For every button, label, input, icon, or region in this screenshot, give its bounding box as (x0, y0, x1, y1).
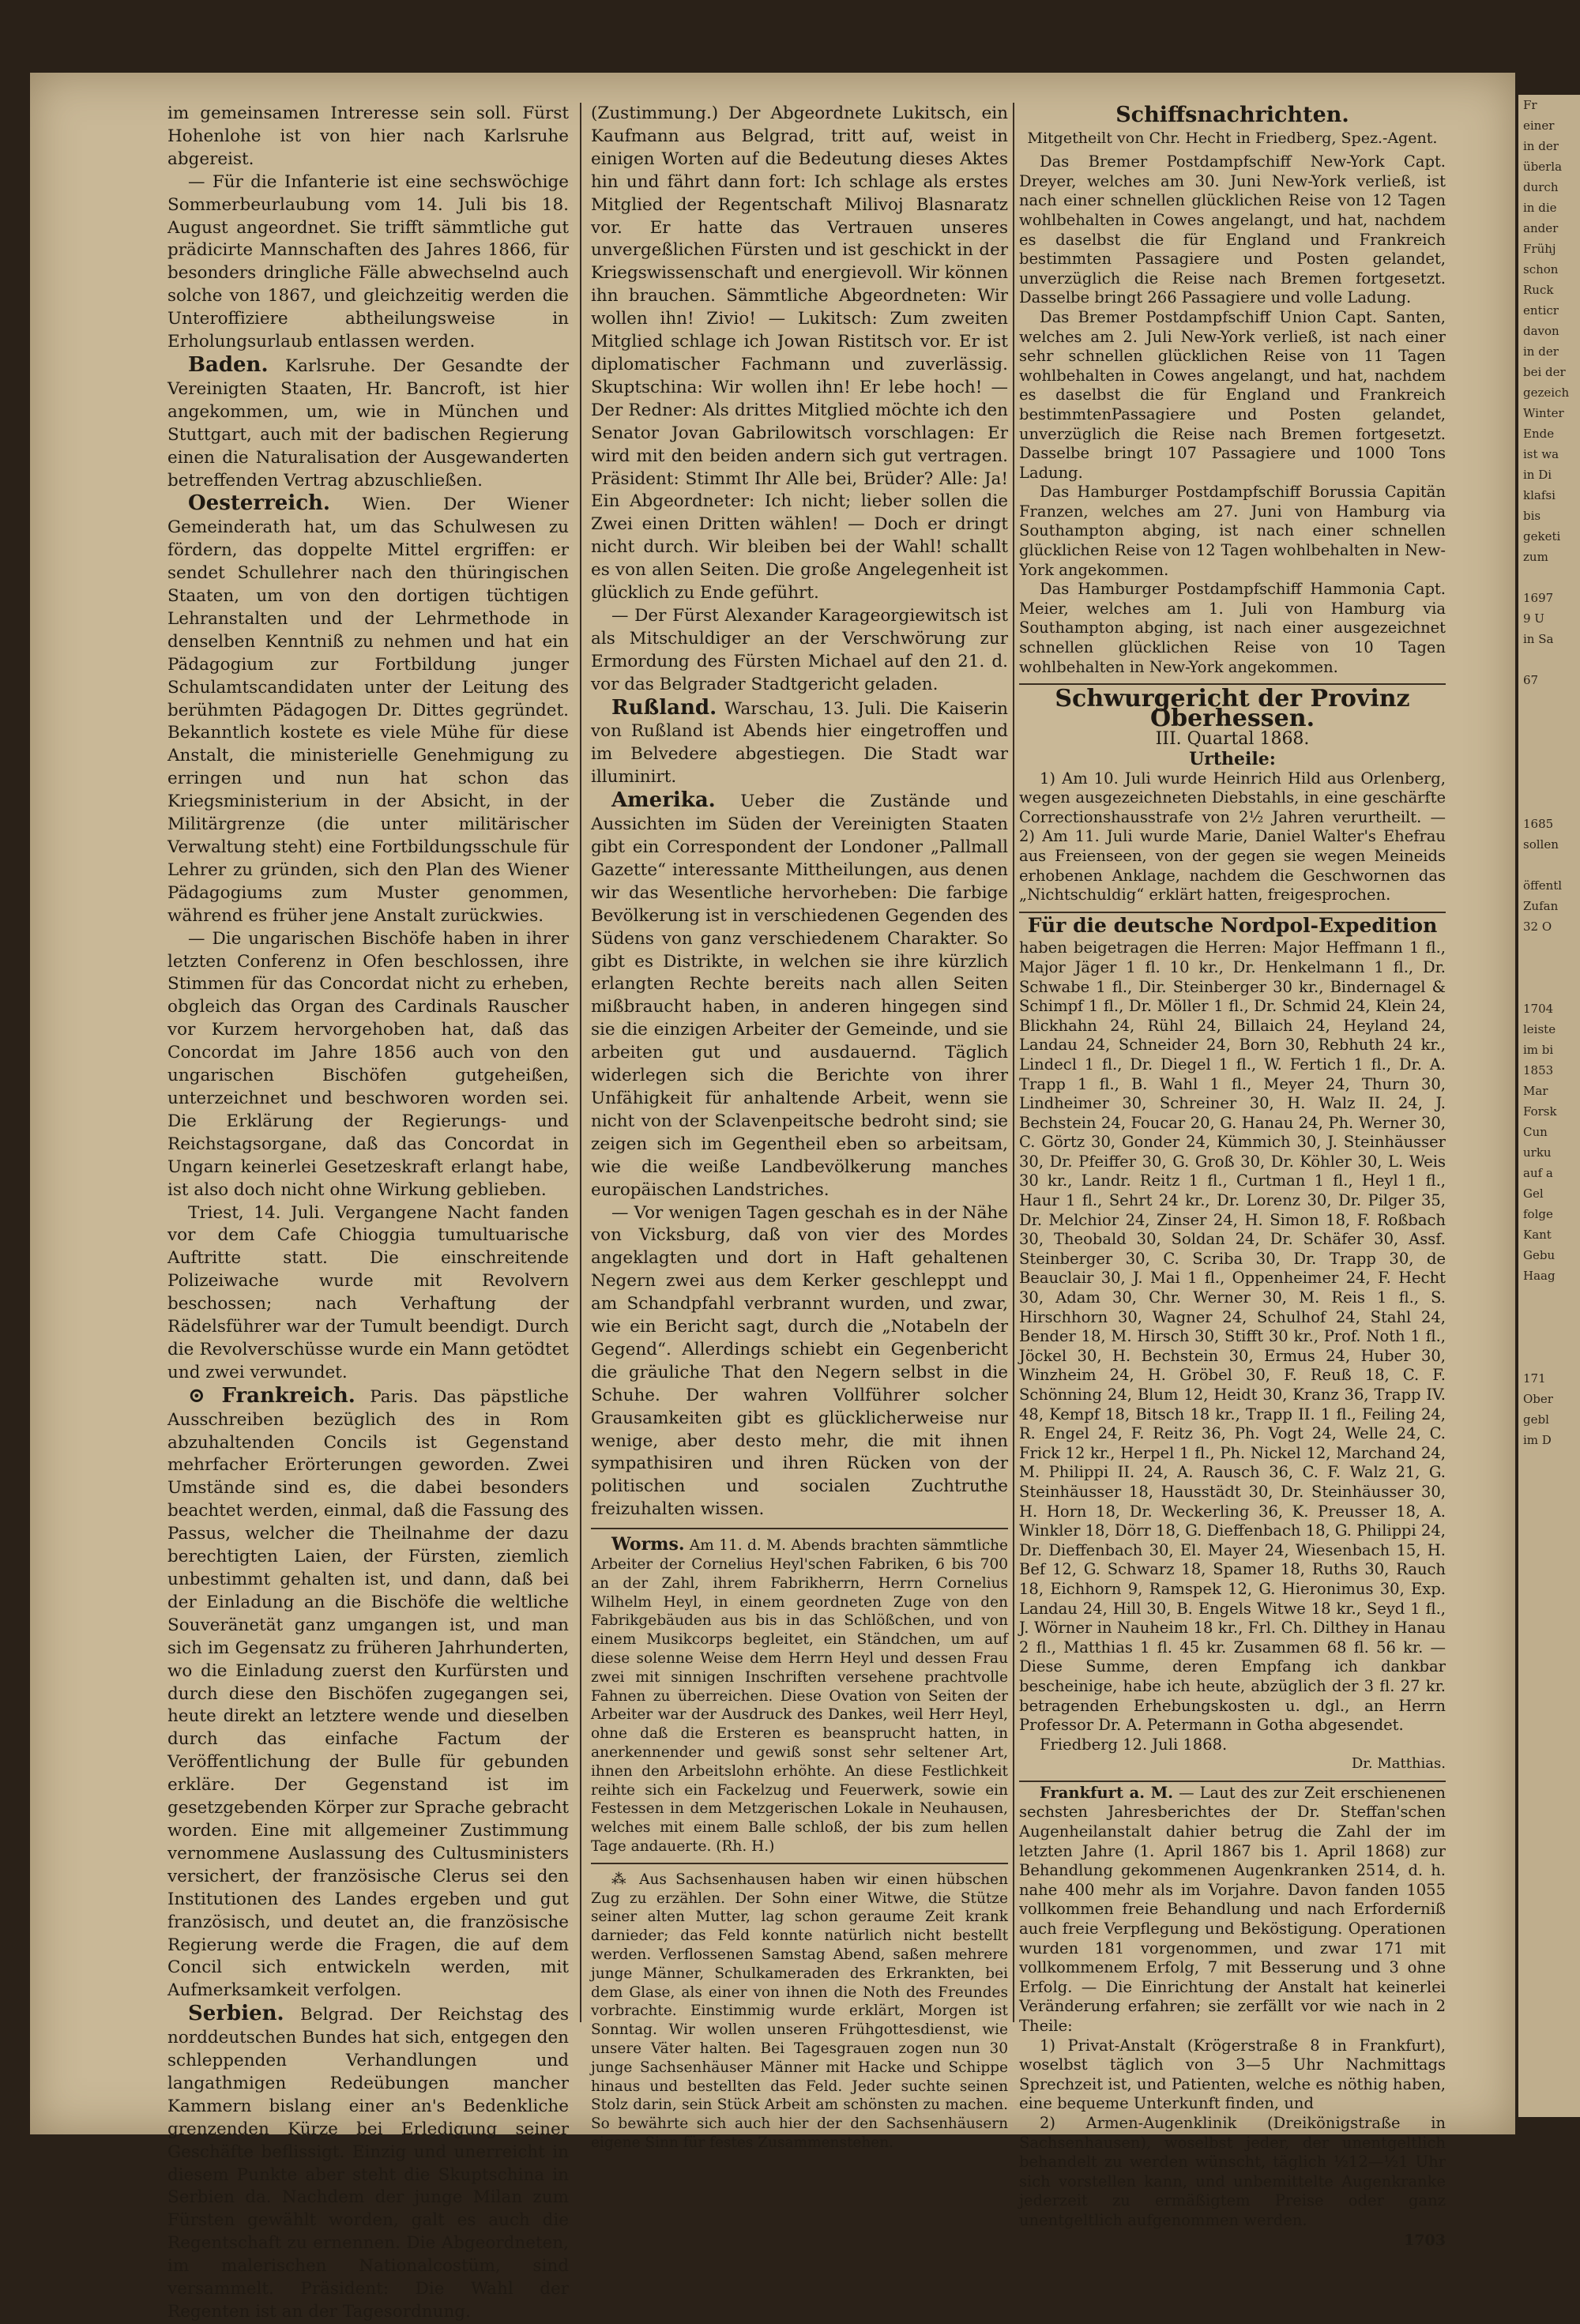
fragment-line: Fr (1523, 98, 1537, 112)
fragment-line: öffentl (1523, 878, 1563, 893)
fragment-line: 1853 (1523, 1063, 1554, 1077)
article-sachsenhausen: ⁂ Aus Sachsenhausen haben wir einen hübschen Zug zu erzählen. Der Sohn einer Witwe, die Stütze seiner alten Mutter, lag schon geraume Zeit krank darnieder; das Feld konnte natürlich nicht bestellt werden. Verflossenen Samstag Abend, saßen mehrere junge Männer, Schulkameraden des Erkrankten, bei dem Glase, als einer von ihnen die Noth des Freundes vorbrachte. Einstimmig wurde erklärt, Morgen ist Sonntag. Wir wollen unseren Frühgottesdienst, wie unsere Väter halten. Bei Tagesgrauen zogen nun 30 junge Sachsenhäuser Männer mit Hacke und Schippe hinaus und bestellten das Feld. Jeder suchte seinen Stolz darin, sein Stück Arbeit am schönsten zu machen. So bewährte sich auch hier der den Sachsenhäusern eigene Sinn für festes Zusammenstehen. (591, 1871, 1008, 2151)
agent-line: Mitgetheilt von Chr. Hecht in Friedberg, Spez.-Agent. (1027, 129, 1438, 147)
fragment-line (1518, 793, 1580, 814)
article-baden (167, 354, 569, 492)
fragment-line: Ober (1523, 1392, 1553, 1406)
article-worms (591, 1536, 1008, 1856)
fragment-line: geketi (1523, 529, 1561, 543)
fragment-line (1518, 957, 1580, 978)
fragment-line (1518, 731, 1580, 752)
fragment-line: gezeich (1523, 385, 1570, 400)
fragment-line: im D (1523, 1433, 1552, 1447)
fragment-line: sollen (1523, 837, 1559, 852)
article-text: Am 11. d. M. Abends brachten sämmtliche Arbeiter der Cornelius Heyl'schen Fabriken, 6 bis 700 an der Zahl, ihrem Fabrikherrn, Herrn Cornelius Wilhelm Heyl, in einem geordneten Zuge von den Fabrikgebäuden aus bis in das Schlößchen, und von einem Musikcorps begleitet, ein Ständchen, um auf diese solenne Weise dem Herrn Heyl und dessen Frau zwei mit sinnigen Inschriften versehene prachtvolle Fahnen zu überreichen. Diese Ovation von Seiten der Arbeiter war der Ausdruck des Dankes, weil Herr Heyl, ohne daß die Ersteren es beansprucht hatten, in anerkennender und gewiß sonst sehr seltener Art, ihnen den Arbeitslohn erhöhte. An diese Festlichkeit reihte sich ein Fackelzug und Feuerwerk, sowie ein Festessen in dem Metzgerischen Lokale in Neuhausen, welches mit einem Balle schloß, der bis zum hellen Tage andauerte. (Rh. H.) (591, 1537, 1008, 1855)
fragment-line: im bi (1523, 1043, 1554, 1057)
article-oesterreich (167, 492, 569, 927)
fragment-line: einer (1523, 118, 1555, 133)
ad-number: 1703 (1404, 2231, 1446, 2249)
fragment-line (1518, 1307, 1580, 1327)
fragment-line: auf a (1523, 1166, 1553, 1180)
fragment-line: 1685 (1523, 817, 1554, 831)
divider (1019, 912, 1446, 913)
article-serbien-cont: (Zustimmung.) Der Abgeordnete Lukitsch, ein Kaufmann aus Belgrad, tritt auf, weist in einigen Worten auf die Bedeutung dieses Aktes hin und fährt dann fort: Ich schlage als erstes Mitglied der Regentschaft Milivoj Blasnaratz vor. Er hatte das Vertrauen unseres unvergeßlichen Fürsten und ist geschickt in der Kriegswissenschaft und energievoll. Wir können ihn brauchen. Sämmtliche Abgeordneten: Wir wollen ihn! Zivio! — Lukitsch: Zum zweiten Mitglied schlage ich Jowan Ristitsch vor. Er ist diplomatischer Fachmann und zuverlässig. Skuptschina: Wir wollen ihn! Er lebe hoch! — Der Redner: Als drittes Mitglied möchte ich den Senator Jovan Gabrilowitsch vorschlagen: Er wird mit den beiden andern sich gut vertragen. Präsident: Stimmt Ihr Alle bei, Brüder? Alle: Ja! Ein Abgeordneter: Ich nicht; lieber sollen die Zwei einen Dritten wählen! — Doch er dringt nicht durch. Wir bleiben bei der Wahl! schallt es von allen Seiten. Die große Angelegenheit ist glücklich zu Ende geführt. (591, 103, 1008, 604)
fragment-line: enticr (1523, 303, 1559, 318)
section-heading-russland: Rußland. (611, 695, 717, 720)
article-vicksburg: — Vor wenigen Tagen geschah es in der Nähe von Vicksburg, daß von vier des Mordes angeklagten und dort in Haft gehaltenen Negern zwei aus dem Kerker geschleppt und am Schandpfahl verbrannt wurden, und zwar, wie ein Bericht sagt, durch die „Notabeln der Gegend“. Allerdings schiebt ein Gegenbericht die gräuliche That den Negern selbst in die Schuhe. Der wahren Vollführer solcher Grausamkeiten gibt es glücklicherweise nur wenige, aber desto mehr, die mit ihnen sympathisiren und ihren Rücken von der politischen und socialen Zuchtruthe freizuhalten wissen. (591, 1202, 1008, 1520)
fragment-line: überla (1523, 160, 1563, 174)
fragment-line: bis (1523, 509, 1541, 523)
section-heading-baden: Baden. (188, 352, 269, 377)
article-text: Belgrad. Der Reichstag des norddeutschen Bundes hat sich, entgegen den schleppenden Verhandlungen und langathmigen Redeübungen mancher Kammern bislang einer an's Bedenkliche grenzenden Kürze bei Erledigung seiner Geschäfte beflissigt. Einzig und unerreicht in diesem Punkte aber steht die Skuptschina in Serbien da. Nachdem der junge Milan zum Fürsten gewählt worden, galt es auch die Regentschaft zu ernennen. Die Abgeordneten, im malerischen Nationalcostüm, sind versammelt. Präsident: Die Wahl der Regenten ist an der Tagesordnung. (167, 2005, 569, 2322)
fragment-line: Gel (1523, 1186, 1544, 1201)
article-triest: Triest, 14. Juli. Vergangene Nacht fanden vor dem Cafe Chioggia tumultuarische Auftritte statt. Die einschreitende Polizeiwache wurde mit Revolvern beschossen; nach Verhaftung der Rädelsführer war der Tumult beendigt. Durch die Revolverschüsse wurde ein Mann getödtet und zwei verwundet. (167, 1202, 569, 1382)
fragment-line: ander (1523, 221, 1559, 235)
fragment-line: Cun (1523, 1125, 1548, 1139)
fragment-line: Kant (1523, 1228, 1552, 1242)
article-text: Ueber die Zustände und Aussichten im Süden der Vereinigten Staaten gibt ein Correspondent der Londoner „Pallmall Gazette“ interessante Mittheilungen, aus denen wir das Wesentliche hervorheben: Die farbige Bevölkerung ist in verschiedenen Gegenden des Südens von ganz verschiedenem Charakter. So gibt es Distrikte, in welchen sie ihre kürzlich erlangten Rechte bereits nach allen Seiten mißbraucht haben, in anderen hingegen sind sie die einzigen Arbeiter der Gemeinde, und sie arbeiten gut und ausdauernd. Täglich widerlegen sich die Berichte von ihrer Unfähigkeit für anhaltende Arbeit, wenn sie nicht von der Sclavenpeitsche bedroht sind; sie zeigen sich im Gegentheil eben so arbeitsam, wie die weiße Landbevölkerung manches europäischen Landstriches. (591, 792, 1008, 1200)
fragment-line: Ende (1523, 427, 1555, 441)
divider (591, 1528, 1008, 1529)
fragment-line: Frühj (1523, 242, 1556, 256)
fragment-line (1518, 773, 1580, 793)
frankfurt-item-2: 2) Armen-Augenklinik (Dreikönigstraße in Sachsenhausen), woselbst jeder, der unentgeltlich behandelt zu werden wünscht, täglich ½12—½1 Uhr sich vorstellen kann, und unbemittelte Augenkranke jederzeit zu ermäßigtem Preise oder ganz unentgeltlich aufgenommen werden. (1019, 2113, 1446, 2229)
fragment-line (1518, 752, 1580, 773)
fragment-line (1518, 649, 1580, 670)
column-rule-1 (580, 103, 581, 2022)
section-heading-serbien: Serbien. (188, 2002, 284, 2026)
fragment-line (1518, 937, 1580, 957)
section-heading-worms: Worms. (611, 1534, 685, 1555)
divider (1019, 1781, 1446, 1782)
next-page-fragment (1518, 95, 1580, 2117)
ship-notice: Das Hamburger Postdampfschiff Hammonia Capt. Meier, welches am 1. Juli von Hamburg via Southampton abging, ist nach einer ausgezeichnet schnellen glücklichen Reise von 10 Tagen wohlbehalten in New-York angekommen. (1019, 580, 1446, 676)
ship-notice: Das Hamburger Postdampfschiff Borussia Capitän Franzen, welches am 27. Juni von Hamburg via Southampton abging, ist nach einer schnellen glücklichen Reise von 12 Tagen wohlbehalten in New-York angekommen. (1019, 483, 1446, 579)
section-heading-frankreich: ⊙ Frankreich. (188, 1383, 356, 1408)
frankfurt-item-1: 1) Privat-Anstalt (Krögerstraße 8 in Frankfurt), woselbst täglich von 3—5 Uhr Nachmittags Sprechzeit ist, und Patienten, welche es nöthig haben, eine bequeme Unterkunft finden, und (1019, 2036, 1446, 2113)
fragment-line: in Di (1523, 468, 1552, 482)
article-ungarn: — Die ungarischen Bischöfe haben in ihrer letzten Conferenz in Ofen beschlossen, ihre Stimmen für das Concordat nicht zu erheben, obgleich das Organ des Cardinals Rauscher vor Kurzem hervorgehoben hat, daß das Concordat im Jahre 1856 auch von den ungarischen Bischöfen gutgeheißen, unterzeichnet und beschworen worden sei. Die Erklärung der Regierungs- und Reichstagsorgane, daß das Concordat in Ungarn keinerlei Gesetzeskraft erlangt habe, ist also doch nicht ohne Wirkung geblieben. (167, 928, 569, 1200)
fragment-line: 1697 (1523, 591, 1554, 605)
fragment-line (1518, 567, 1580, 588)
heading-nordpol-expedition: Für die deutsche Nordpol-Expedition (1027, 913, 1438, 937)
article-karageorgiewitsch: — Der Fürst Alexander Karageorgiewitsch ist als Mitschuldiger an der Verschwörung zur Ermordung des Fürsten Michael auf den 21. d. vor das Belgrader Stadtgericht geladen. (591, 605, 1008, 694)
fragment-line (1518, 1327, 1580, 1348)
heading-schiffsnachrichten: Schiffsnachrichten. (1115, 103, 1349, 127)
article-text: Karlsruhe. Der Gesandte der Vereinigten Staaten, Hr. Bancroft, ist hier angekommen, um, wie in München und Stuttgart, auch mit der badischen Regierung einen die Naturalisation der Ausgewanderten betreffenden Vertrag abzuschließen. (167, 355, 569, 491)
fragment-line: Mar (1523, 1084, 1548, 1098)
column-3 (1019, 103, 1446, 2249)
fragment-line (1518, 690, 1580, 711)
section-heading-amerika: Amerika. (611, 788, 716, 813)
article-amerika (591, 789, 1008, 1201)
article-infantry: — Für die Infanterie ist eine sechswöchige Sommerbeurlaubung vom 14. Juli bis 18. August angeordnet. Sie trifft sämmtliche gut prädicirte Mannschaften des Jahres 1866, für besonders dringliche Fälle abwechselnd auch solche von 1867, und gleichzeitig werden die Unteroffiziere abtheilungsweise in Erholungsurlaub entlassen werden. (167, 171, 569, 352)
donation-signature: Dr. Matthias. (1351, 1755, 1446, 1773)
fragment-line: gebl (1523, 1412, 1549, 1427)
fragment-line: Gebu (1523, 1248, 1556, 1262)
column-2 (591, 103, 1008, 2151)
fragment-line: Winter (1523, 406, 1564, 420)
article-text: Paris. Das päpstliche Ausschreiben bezüglich des in Rom abzuhaltenden Concils ist Gegenstand mehrfacher Erörterungen geworden. Zwei Umstände sind es, die dabei besonders beachtet werden, einmal, daß die Fassung des Passus, welcher die Theilnahme der dazu berechtigten Laien, der Fürsten, ziemlich unbestimmt gehalten ist, und dann, daß bei der Einladung an die Bischöfe die weltliche Souveränetät ganz umgangen ist, und man sich im Gegensatz zu früheren Jahrhunderten, wo die Einladung zuerst den Kurfürsten und durch diese den Bischöfen zugegangen sei, heute direkt an letztere wende und dieselben durch das einfache Factum der Veröffentlichung der Bulle für gebunden erkläre. Der Gegenstand ist im gesetzgebenden Körper zur Sprache gebracht worden. Eine mit allgemeiner Zustimmung vernommene Auslassung des Cultusministers versichert, der französische Clerus sei den Institutionen des Landes ergeben und gut französisch, und deutet an, die französische Regierung werde die Fragen, die auf dem Concil sich entwickeln werden, mit Aufmerksamkeit verfolgen. (167, 1386, 569, 2001)
column-1 (167, 103, 570, 2322)
fragment-line: Forsk (1523, 1104, 1557, 1119)
fragment-line: 171 (1523, 1371, 1546, 1386)
column-rule-2 (1013, 103, 1014, 2022)
donation-list: haben beigetragen die Herren: Major Heffmann 1 fl., Major Jäger 1 fl. 10 kr., Dr. Henkelmann 1 fl., Dr. Schwabe 1 fl., Dir. Steinberger 30 kr., Bindernagel & Schimpf 1 fl., Dr. Möller 1 fl., Dr. Schmid 24, Klein 24, Blickhahn 24, Rühl 24, Billaich 24, Heyland 24, Landau 24, Schneider 24, Born 30, Rebhuth 24 kr., Lindecl 1 fl., Dr. Diegel 1 fl., W. Fertich 1 fl., Dr. A. Trapp 1 fl., B. Wahl 1 fl., Meyer 24, Thurn 30, Lindheimer 30, Schreiner 30, H. Walz II. 24, J. Bechstein 24, Foucar 20, G. Hanau 24, Ph. Werner 30, C. Görtz 30, Gonder 24, Kümmich 30, J. Steinhäusser 30, Dr. Pfeiffer 30, G. Groß 30, Dr. Köhler 30, L. Weis 30 kr., Landr. Reitz 1 fl., Curtman 1 fl., Heyl 1 fl., Haur 1 fl., Sehrt 24 kr., Dr. Lorenz 30, Dr. Pilger 35, Dr. Melchior 24, Zinser 24, H. Simon 18, F. Roßbach 30, Theobald 30, Soldan 24, Dr. Schäfer 30, Assf. Steinberger 30, C. Scriba 30, Dr. Trapp 30, de Beauclair 30, J. Mai 1 fl., Oppenheimer 24, F. Hecht 30, Adam 30, Chr. Werner 30, M. Reis 1 fl., S. Hirschhorn 30, Wagner 24, Schulhof 24, Stahl 24, Bender 18, M. Hirsch 30, Stifft 30 kr., Prof. Noth 1 fl., Jöckel 30, H. Bechstein 30, Ermus 24, Huber 30, Winzheim 24, H. Gröbel 30, F. Reuß 18, C. F. Schönning 24, Blum 12, Heidt 30, Kranz 36, Trapp IV. 48, Kempf 18, Bitsch 18 kr., Trapp II. 1 fl., Feiling 24, R. Engel 24, F. Reitz 36, Ph. Vogt 24, Welle 24, C. Frick 12 kr., Herpel 1 fl., Ph. Nickel 12, Marchand 24, M. Philippi II. 24, A. Rausch 36, C. F. Walz 21, G. Steinhäusser 18, Hausstädt 30, Dr. Steinhäusser 30, H. Horn 18, Dr. Weckerling 36, K. Preusser 18, A. Winkler 18, Dörr 18, G. Dieffenbach 18, G. Philippi 24, Dr. Dieffenbach 30, El. Mayer 24, Wiesenbach 15, H. Bef 12, G. Schwarz 18, Spamer 18, Ruths 30, Rauch 18, Eichhorn 9, Ramspek 12, G. Hieronimus 30, Exp. Landau 24, Hill 30, B. Engels Witwe 18 kr., Seyd 1 fl., J. Wörner in Nauheim 18 kr., Frl. Ch. Dilthey in Hanau 2 fl., Matthias 1 fl. 45 kr. Zusammen 68 fl. 56 kr. — Diese Summe, deren Empfang ich dankbar bescheinige, habe ich heute, abzüglich der 3 fl. 27 kr. betragenden Erhebungskosten u. dgl., an Herrn Professor Dr. A. Petermann in Gotha abgesendet. (1019, 938, 1446, 1735)
fragment-line: zum (1523, 550, 1548, 564)
fragment-line (1518, 711, 1580, 731)
fragment-line (1518, 1348, 1580, 1368)
article-frankreich (167, 1385, 569, 2002)
fragment-line: leiste (1523, 1022, 1556, 1036)
fragment-line: ist wa (1523, 447, 1559, 461)
fragment-line: folge (1523, 1207, 1553, 1221)
article-serbien (167, 2002, 569, 2324)
fragment-line (1518, 1286, 1580, 1307)
fragment-line: in der (1523, 139, 1559, 153)
fragment-line: davon (1523, 324, 1559, 338)
fragment-line: Haag (1523, 1269, 1556, 1283)
fragment-line: Zufan (1523, 899, 1559, 913)
fragment-line (1518, 855, 1580, 875)
article-continuation: im gemeinsamen Intreresse sein soll. Fürst Hohenlohe ist von hier nach Karlsruhe abgereist. (167, 103, 569, 169)
fragment-line: urku (1523, 1145, 1552, 1160)
fragment-line: in die (1523, 201, 1557, 215)
fragment-line: klafsi (1523, 488, 1556, 502)
ship-notice: Das Bremer Postdampfschiff New-York Capt. Dreyer, welches am 30. Juni New-York verließ, ist nach einer schnellen glücklichen Reise von 12 Tagen wohlbehalten in Cowes angelangt, und hat, nachdem es daselbst die für England und Frankreich bestimmten Passagiere und Posten gelandet, unverzüglich die Reise nach Bremen fortgesetzt. Dasselbe bringt 266 Passagiere und volle Ladung. (1019, 152, 1446, 307)
fragment-line: in Sa (1523, 632, 1554, 646)
section-heading-oesterreich: Oesterreich. (188, 491, 330, 516)
fragment-line: 1704 (1523, 1002, 1554, 1016)
donation-date: Friedberg 12. Juli 1868. (1040, 1735, 1228, 1754)
quarter-line: III. Quartal 1868. (1155, 729, 1310, 750)
urtheile-label: Urtheile: (1189, 749, 1276, 769)
fragment-line (1518, 978, 1580, 998)
fragment-line: schon (1523, 262, 1559, 276)
article-text: Warschau, 13. Juli. Die Kaiserin von Rußland ist Abends hier eingetroffen und im Belvedere abgestiegen. Die Stadt war illuminirt. (591, 698, 1008, 788)
fragment-line: in der (1523, 344, 1559, 359)
article-text: Wien. Der Wiener Gemeinderath hat, um das Schulwesen zu fördern, das doppelte Mittel ergriffen: er sendet Schullehrer nach den thüringischen Staaten, um von den dortigen tüchtigen Lehranstalten und der Lehrmethode in denselben Kenntniß zu nehmen und hat ein Pädagogium zur Fortbildung junger Schulamtscandidaten unter der Leitung des berühmten Pädagogen Dr. Dittes gegründet. Bekanntlich kostete es viele Mühe für diese Anstalt, die ministerielle Genehmigung zu erringen und nun hat schon das Kriegsministerium in der Absicht, in der Militärgrenze (die unter militärischer Verwaltung steht) eine Fortbildungsschule für Lehrer zu gründen, sich den Plan des Wiener Pädagogiums zum Muster genommen, während es früher jene Anstalt zurückwies. (167, 495, 570, 926)
fragment-line: 9 U (1523, 611, 1544, 626)
verdicts-text: 1) Am 10. Juli wurde Heinrich Hild aus Orlenberg, wegen ausgezeichneten Diebstahls, in eine geschärfte Correctionshausstrafe von 2½ Jahren verurtheilt. — 2) Am 11. Juli wurde Marie, Daniel Walter's Ehefrau aus Freienseen, von der gegen sie wegen Meineids erhobenen Anklage, nachdem die Geschwornen das „Nichtschuldig“ erklärt hatten, freigesprochen. (1019, 769, 1446, 904)
fragment-line: Ruck (1523, 283, 1554, 297)
divider (591, 1863, 1008, 1864)
section-heading-frankfurt: Frankfurt a. M. (1040, 1783, 1174, 1802)
fragment-line: 67 (1523, 673, 1539, 687)
heading-schwurgericht: Schwurgericht der Provinz Oberhessen. (1055, 685, 1410, 732)
fragment-line: durch (1523, 180, 1559, 194)
ship-notice: Das Bremer Postdampfschiff Union Capt. Santen, welches am 2. Juli New-York verließ, ist nach einer sehr schnellen glücklichen Reise von 11 Tagen wohlbehalten in Cowes angelangt, und hat, nachdem es daselbst die für England und Frankreich bestimmtenPassagiere und Posten gelandet, unverzüglich die Reise nach Bremen fortgesetzt. Dasselbe bringt 107 Passagiere und 1000 Tons Ladung. (1019, 307, 1446, 482)
fragment-line: 32 O (1523, 919, 1552, 934)
article-frankfurt (1019, 1784, 1446, 2036)
fragment-line: bei der (1523, 365, 1566, 379)
article-russland (591, 697, 1008, 790)
article-text: — Laut des zur Zeit erschienenen sechsten Jahresberichtes der Dr. Steffan'schen Augenheilanstalt dahier betrug die Zahl der im letzten Jahre (1. April 1867 bis 1. April 1868) zur Behandlung gekommenen Augenkranken 2514, d. h. nahe 400 mehr als im Vorjahre. Davon fanden 1055 vollkommen freie Behandlung und nach Erforderniß auch freie Verpflegung und Beköstigung. Operationen wurden 181 vorgenommen, und zwar 171 mit vollkommenem Erfolg, 7 mit Besserung und 3 ohne Erfolg. — Die Einrichtung der Anstalt hat keinerlei Veränderung erfahren; sie zerfällt vor wie nach in 2 Theile: (1019, 1783, 1446, 2035)
